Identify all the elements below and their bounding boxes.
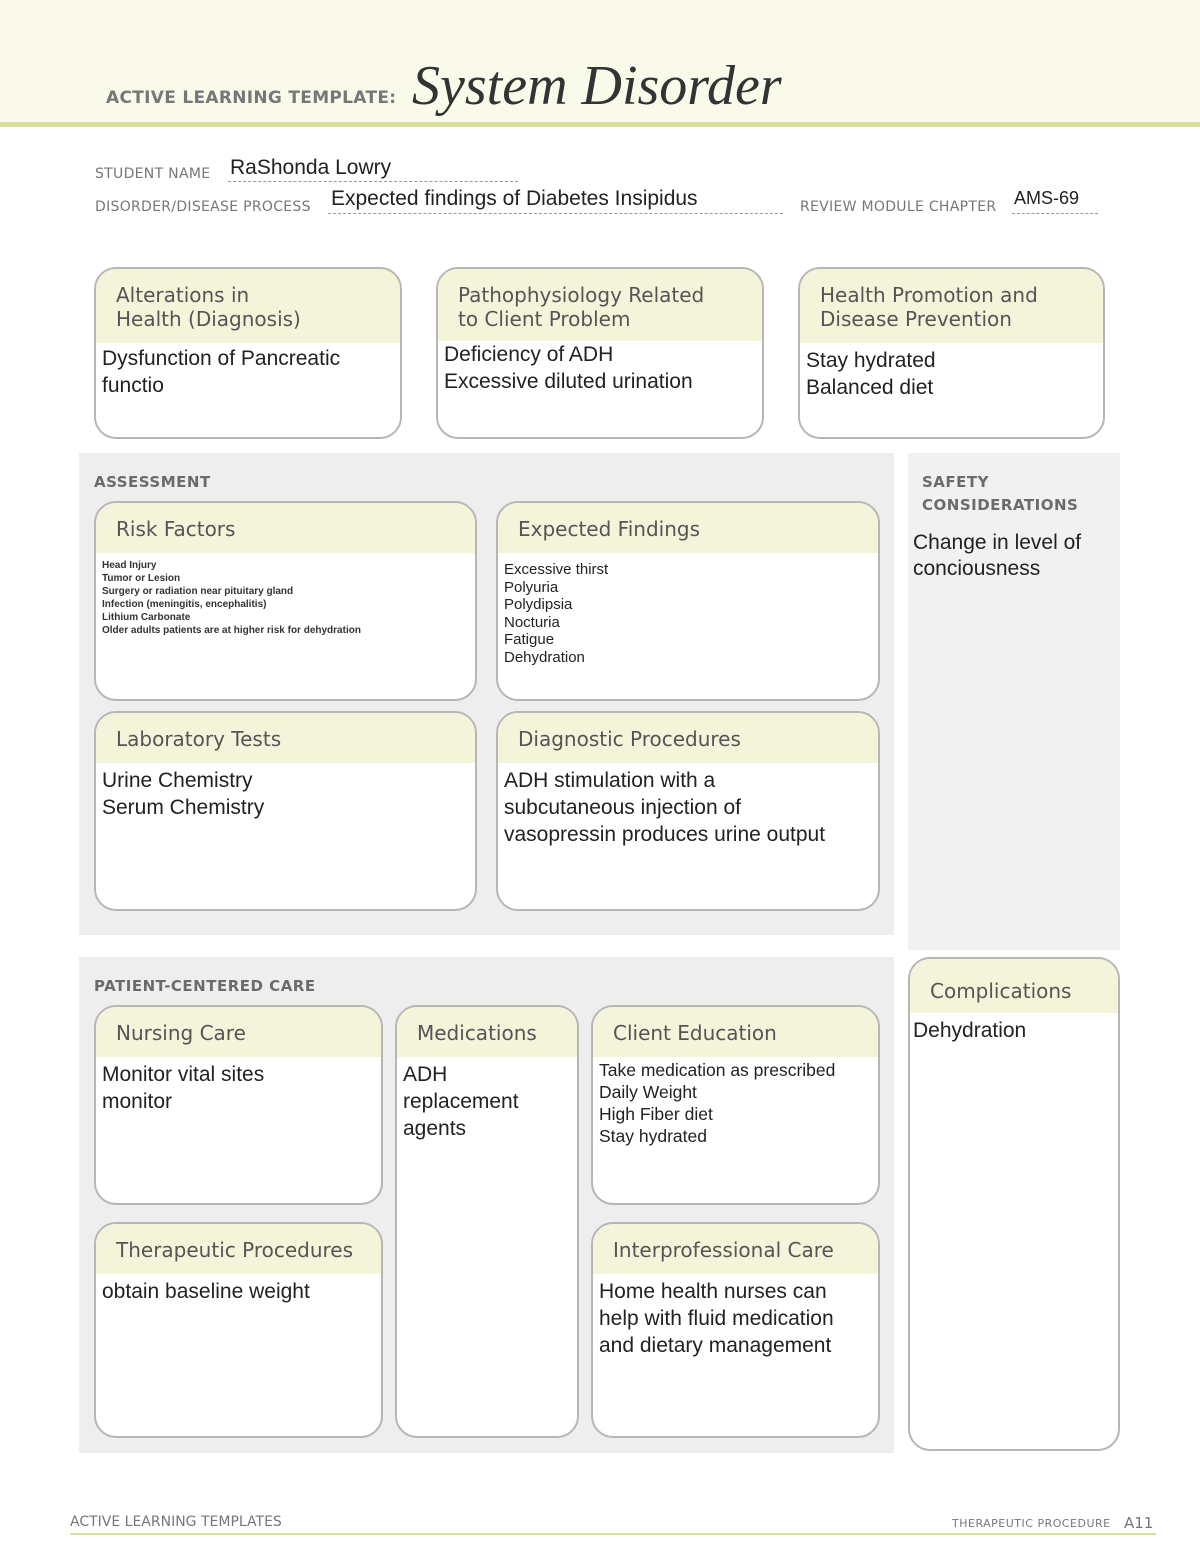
therapeutic-procedures-title: Therapeutic Procedures: [96, 1224, 381, 1274]
complications-text[interactable]: Dehydration: [913, 1019, 1027, 1042]
safety-text[interactable]: Change in level of conciousness: [913, 531, 1082, 580]
student-name-underline: [228, 181, 518, 182]
safety-panel: [908, 453, 1120, 950]
therapeutic-procedures-box: [94, 1222, 383, 1438]
medications-text[interactable]: ADH replacement agents: [403, 1063, 519, 1140]
student-name-field[interactable]: RaShonda Lowry: [230, 156, 392, 179]
footer-divider: [70, 1533, 1156, 1535]
disorder-label: DISORDER/DISEASE PROCESS: [95, 199, 311, 215]
laboratory-tests-box: [94, 711, 477, 911]
alterations-box: [94, 267, 402, 439]
safety-title: SAFETY CONSIDERATIONS: [922, 473, 1079, 514]
therapeutic-procedures-text[interactable]: obtain baseline weight: [102, 1280, 310, 1303]
footer-right: THERAPEUTIC PROCEDURE: [952, 1517, 1111, 1530]
footer-page-number: A11: [1124, 1514, 1154, 1532]
review-chapter-underline: [1012, 213, 1098, 214]
pathophysiology-box: [436, 267, 764, 439]
client-education-title: Client Education: [593, 1007, 878, 1057]
laboratory-tests-title: Laboratory Tests: [96, 713, 475, 763]
diagnostic-procedures-box: [496, 711, 880, 911]
medications-title: Medications: [397, 1007, 577, 1057]
interprofessional-care-box: [591, 1222, 880, 1438]
laboratory-tests-text[interactable]: Urine Chemistry Serum Chemistry: [102, 769, 265, 819]
patient-care-title: PATIENT-CENTERED CARE: [94, 977, 316, 995]
complications-title: Complications: [910, 959, 1118, 1013]
diagnostic-procedures-text[interactable]: ADH stimulation with a subcutaneous injection of vasopressin produces urine output: [504, 769, 826, 846]
expected-findings-title: Expected Findings: [498, 503, 878, 553]
nursing-care-text[interactable]: Monitor vital sites monitor: [102, 1063, 265, 1113]
complications-box: [908, 957, 1120, 1451]
risk-factors-text[interactable]: Head Injury Tumor or Lesion Surgery or radiation near pituitary gland Infection (meningitis, encephalitis) Lithium Carbonate Older adults patients are at higher risk for dehydration: [102, 560, 361, 636]
expected-findings-box: [496, 501, 880, 701]
health-promotion-text[interactable]: Stay hydrated Balanced diet: [806, 349, 936, 399]
alterations-text[interactable]: Dysfunction of Pancreatic functio: [102, 347, 341, 397]
pathophysiology-text[interactable]: Deficiency of ADH Excessive diluted urination: [444, 343, 693, 393]
title-divider: [0, 122, 1200, 127]
health-promotion-title: Health Promotion and Disease Prevention: [800, 269, 1103, 343]
client-education-text[interactable]: Take medication as prescribed Daily Weight High Fiber diet Stay hydrated: [599, 1060, 836, 1146]
assessment-title: ASSESSMENT: [94, 473, 211, 491]
medications-box: [395, 1005, 579, 1438]
template-label: ACTIVE LEARNING TEMPLATE:: [106, 88, 397, 108]
nursing-care-box: [94, 1005, 383, 1205]
interprofessional-care-title: Interprofessional Care: [593, 1224, 878, 1274]
expected-findings-text[interactable]: Excessive thirst Polyuria Polydipsia Nocturia Fatigue Dehydration: [504, 561, 609, 666]
disorder-underline: [328, 213, 783, 214]
disorder-field[interactable]: Expected findings of Diabetes Insipidus: [331, 187, 698, 210]
review-chapter-label: REVIEW MODULE CHAPTER: [800, 199, 997, 215]
template-title: System Disorder: [412, 55, 782, 117]
review-chapter-field[interactable]: AMS-69: [1014, 188, 1080, 208]
risk-factors-title: Risk Factors: [96, 503, 475, 553]
student-name-label: STUDENT NAME: [95, 166, 211, 182]
pathophysiology-title: Pathophysiology Related to Client Problem: [438, 269, 762, 341]
health-promotion-box: [798, 267, 1105, 439]
client-education-box: [591, 1005, 880, 1205]
alterations-title: Alterations in Health (Diagnosis): [96, 269, 400, 343]
footer-left: ACTIVE LEARNING TEMPLATES: [70, 1514, 282, 1530]
diagnostic-procedures-title: Diagnostic Procedures: [498, 713, 878, 763]
nursing-care-title: Nursing Care: [96, 1007, 381, 1057]
interprofessional-care-text[interactable]: Home health nurses can help with fluid medication and dietary management: [599, 1280, 834, 1357]
risk-factors-box: [94, 501, 477, 701]
